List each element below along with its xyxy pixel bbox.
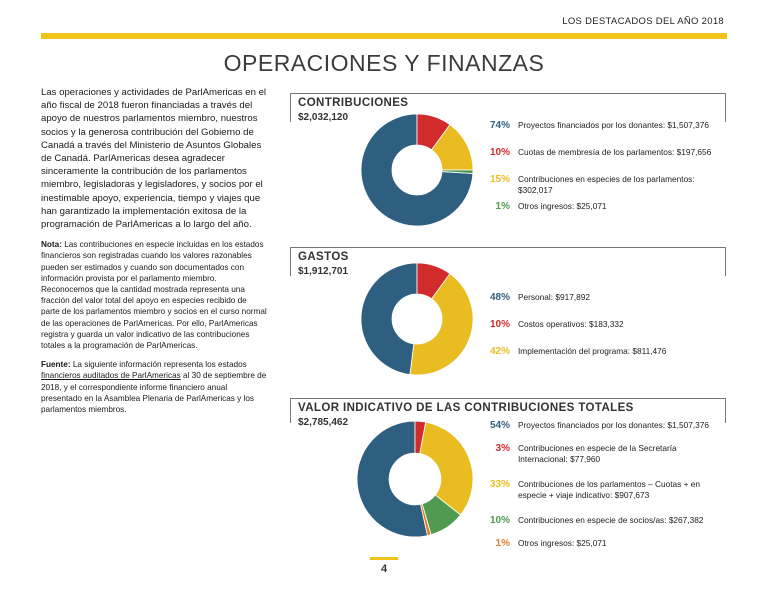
- section-title: CONTRIBUCIONES: [298, 97, 409, 109]
- legend-percent: 48%: [489, 292, 510, 303]
- source-text-end: al 30 de septiembre de 2018, y el correspondiente informe financiero anual presentado en la Asamblea Plenaria de ParlAmericas y los parlamentos miembros.: [41, 371, 267, 415]
- legend-item-operating-costs: [480, 319, 624, 330]
- legend-percent: 10%: [489, 319, 510, 330]
- note-text: Las contribuciones en especie incluidas en los estados financieros son registradas cuando los valores razonables pueden ser estimados y cuando son documentados con información provista por el parlamento miembro. Reconocemos que la cantidad mostrada representa una fracción del valor total del apoyo en especies recibido de parte de los parlamentos miembro y socios en el curso normal de las operaciones de ParlAmericas. Por ello, ParlAmericas registra y guarda un valor indicativo de las contribuciones totales a la programación de ParlAmericas.: [41, 240, 267, 351]
- donut-chart-contribuciones: [360, 113, 474, 227]
- note-label: Nota:: [41, 240, 62, 250]
- section-title: VALOR INDICATIVO DE LAS CONTRIBUCIONES TOTALES: [298, 402, 634, 414]
- legend-label: Contribuciones en especie de socios/as: $267,382: [518, 515, 704, 525]
- legend-percent: 3%: [495, 443, 510, 454]
- source-label: Fuente:: [41, 360, 71, 370]
- donut-slice: [361, 263, 417, 375]
- section-total: $2,785,462: [298, 417, 349, 428]
- legend-item-other-income: [480, 538, 607, 549]
- legend-item-donor-projects: [480, 420, 709, 431]
- legend-label: Personal: $917,892: [518, 292, 590, 302]
- section-gastos: [290, 247, 726, 382]
- page-number: 4: [380, 563, 388, 575]
- legend-label: Cuotas de membresía de los parlamentos: $197,656: [518, 147, 712, 157]
- legend-item-secretariat-in-kind: [480, 443, 710, 465]
- legend-item-donor-projects: [480, 120, 709, 131]
- note-paragraph: [41, 239, 267, 351]
- header-accent-bar: [41, 33, 727, 39]
- legend-percent: 10%: [489, 515, 510, 526]
- legend-label: Contribuciones en especie de la Secretaría Internacional: $77,960: [518, 443, 677, 464]
- header-title: LOS DESTACADOS DEL AÑO 2018: [562, 16, 724, 27]
- legend-label: Otros ingresos: $25,071: [518, 201, 607, 211]
- legend-percent: 54%: [489, 420, 510, 431]
- legend-item-partner-in-kind: [480, 515, 703, 526]
- section-total: $1,912,701: [298, 266, 349, 277]
- page-title: OPERACIONES Y FINANZAS: [223, 50, 545, 76]
- legend-item-in-kind-parliaments: [480, 174, 726, 196]
- section-total: $2,032,120: [298, 112, 349, 123]
- section-valor-indicativo: [290, 398, 726, 558]
- legend-label: Otros ingresos: $25,071: [518, 538, 607, 548]
- legend-percent: 10%: [489, 147, 510, 158]
- section-title: GASTOS: [298, 251, 349, 263]
- donut-slice: [420, 422, 473, 515]
- donut-chart-gastos: [360, 262, 474, 376]
- financial-statements-link[interactable]: financieros auditados de ParlAmericas: [41, 371, 181, 381]
- legend-label: Contribuciones en especies de los parlamentos: $302,017: [518, 174, 695, 195]
- legend-label: Costos operativos: $183,332: [518, 319, 624, 329]
- legend-percent: 42%: [489, 346, 510, 357]
- source-text-start: La siguiente información representa los estados: [70, 360, 247, 370]
- legend-item-membership-fees: [480, 147, 711, 158]
- source-paragraph: [41, 359, 267, 415]
- left-column: [41, 86, 267, 423]
- legend-label: Contribuciones de los parlamentos – Cuotas + en especie + viaje indicativo: $907,673: [518, 479, 700, 500]
- legend-item-program-implementation: [480, 346, 666, 357]
- legend-label: Proyectos financiados por los donantes: $1,507,376: [518, 420, 709, 430]
- legend-percent: 15%: [489, 174, 510, 185]
- section-frame: [290, 247, 726, 276]
- legend-percent: 1%: [495, 201, 510, 212]
- page-number-accent: [370, 557, 398, 560]
- legend-item-other-income: [480, 201, 607, 212]
- legend-item-personnel: [480, 292, 590, 303]
- legend-label: Implementación del programa: $811,476: [518, 346, 667, 356]
- section-contribuciones: [290, 93, 726, 233]
- intro-paragraph: Las operaciones y actividades de ParlAmericas en el año fiscal de 2018 fueron financiadas a través del apoyo de nuestros parlamentos miembro, nuestros socios y la generosa contribución del Gobierno de Canadá a través del Ministerio de Asuntos Globales de Canadá. ParlAmericas desea agradecer sinceramente la contribución de los parlamentos miembro, legisladoras y legisladores, y socios por el inestimable apoyo, experiencia, tiempo y viajes que han garantizado la implementación exitosa de la programación de ParlAmericas a lo largo del año.: [41, 87, 267, 231]
- legend-percent: 1%: [495, 538, 510, 549]
- legend-label: Proyectos financiados por los donantes: $1,507,376: [518, 120, 709, 130]
- legend-item-parliament-contributions: [480, 479, 720, 501]
- donut-chart-valor-indicativo: [356, 420, 474, 538]
- legend-percent: 74%: [489, 120, 510, 131]
- legend-percent: 33%: [489, 479, 510, 490]
